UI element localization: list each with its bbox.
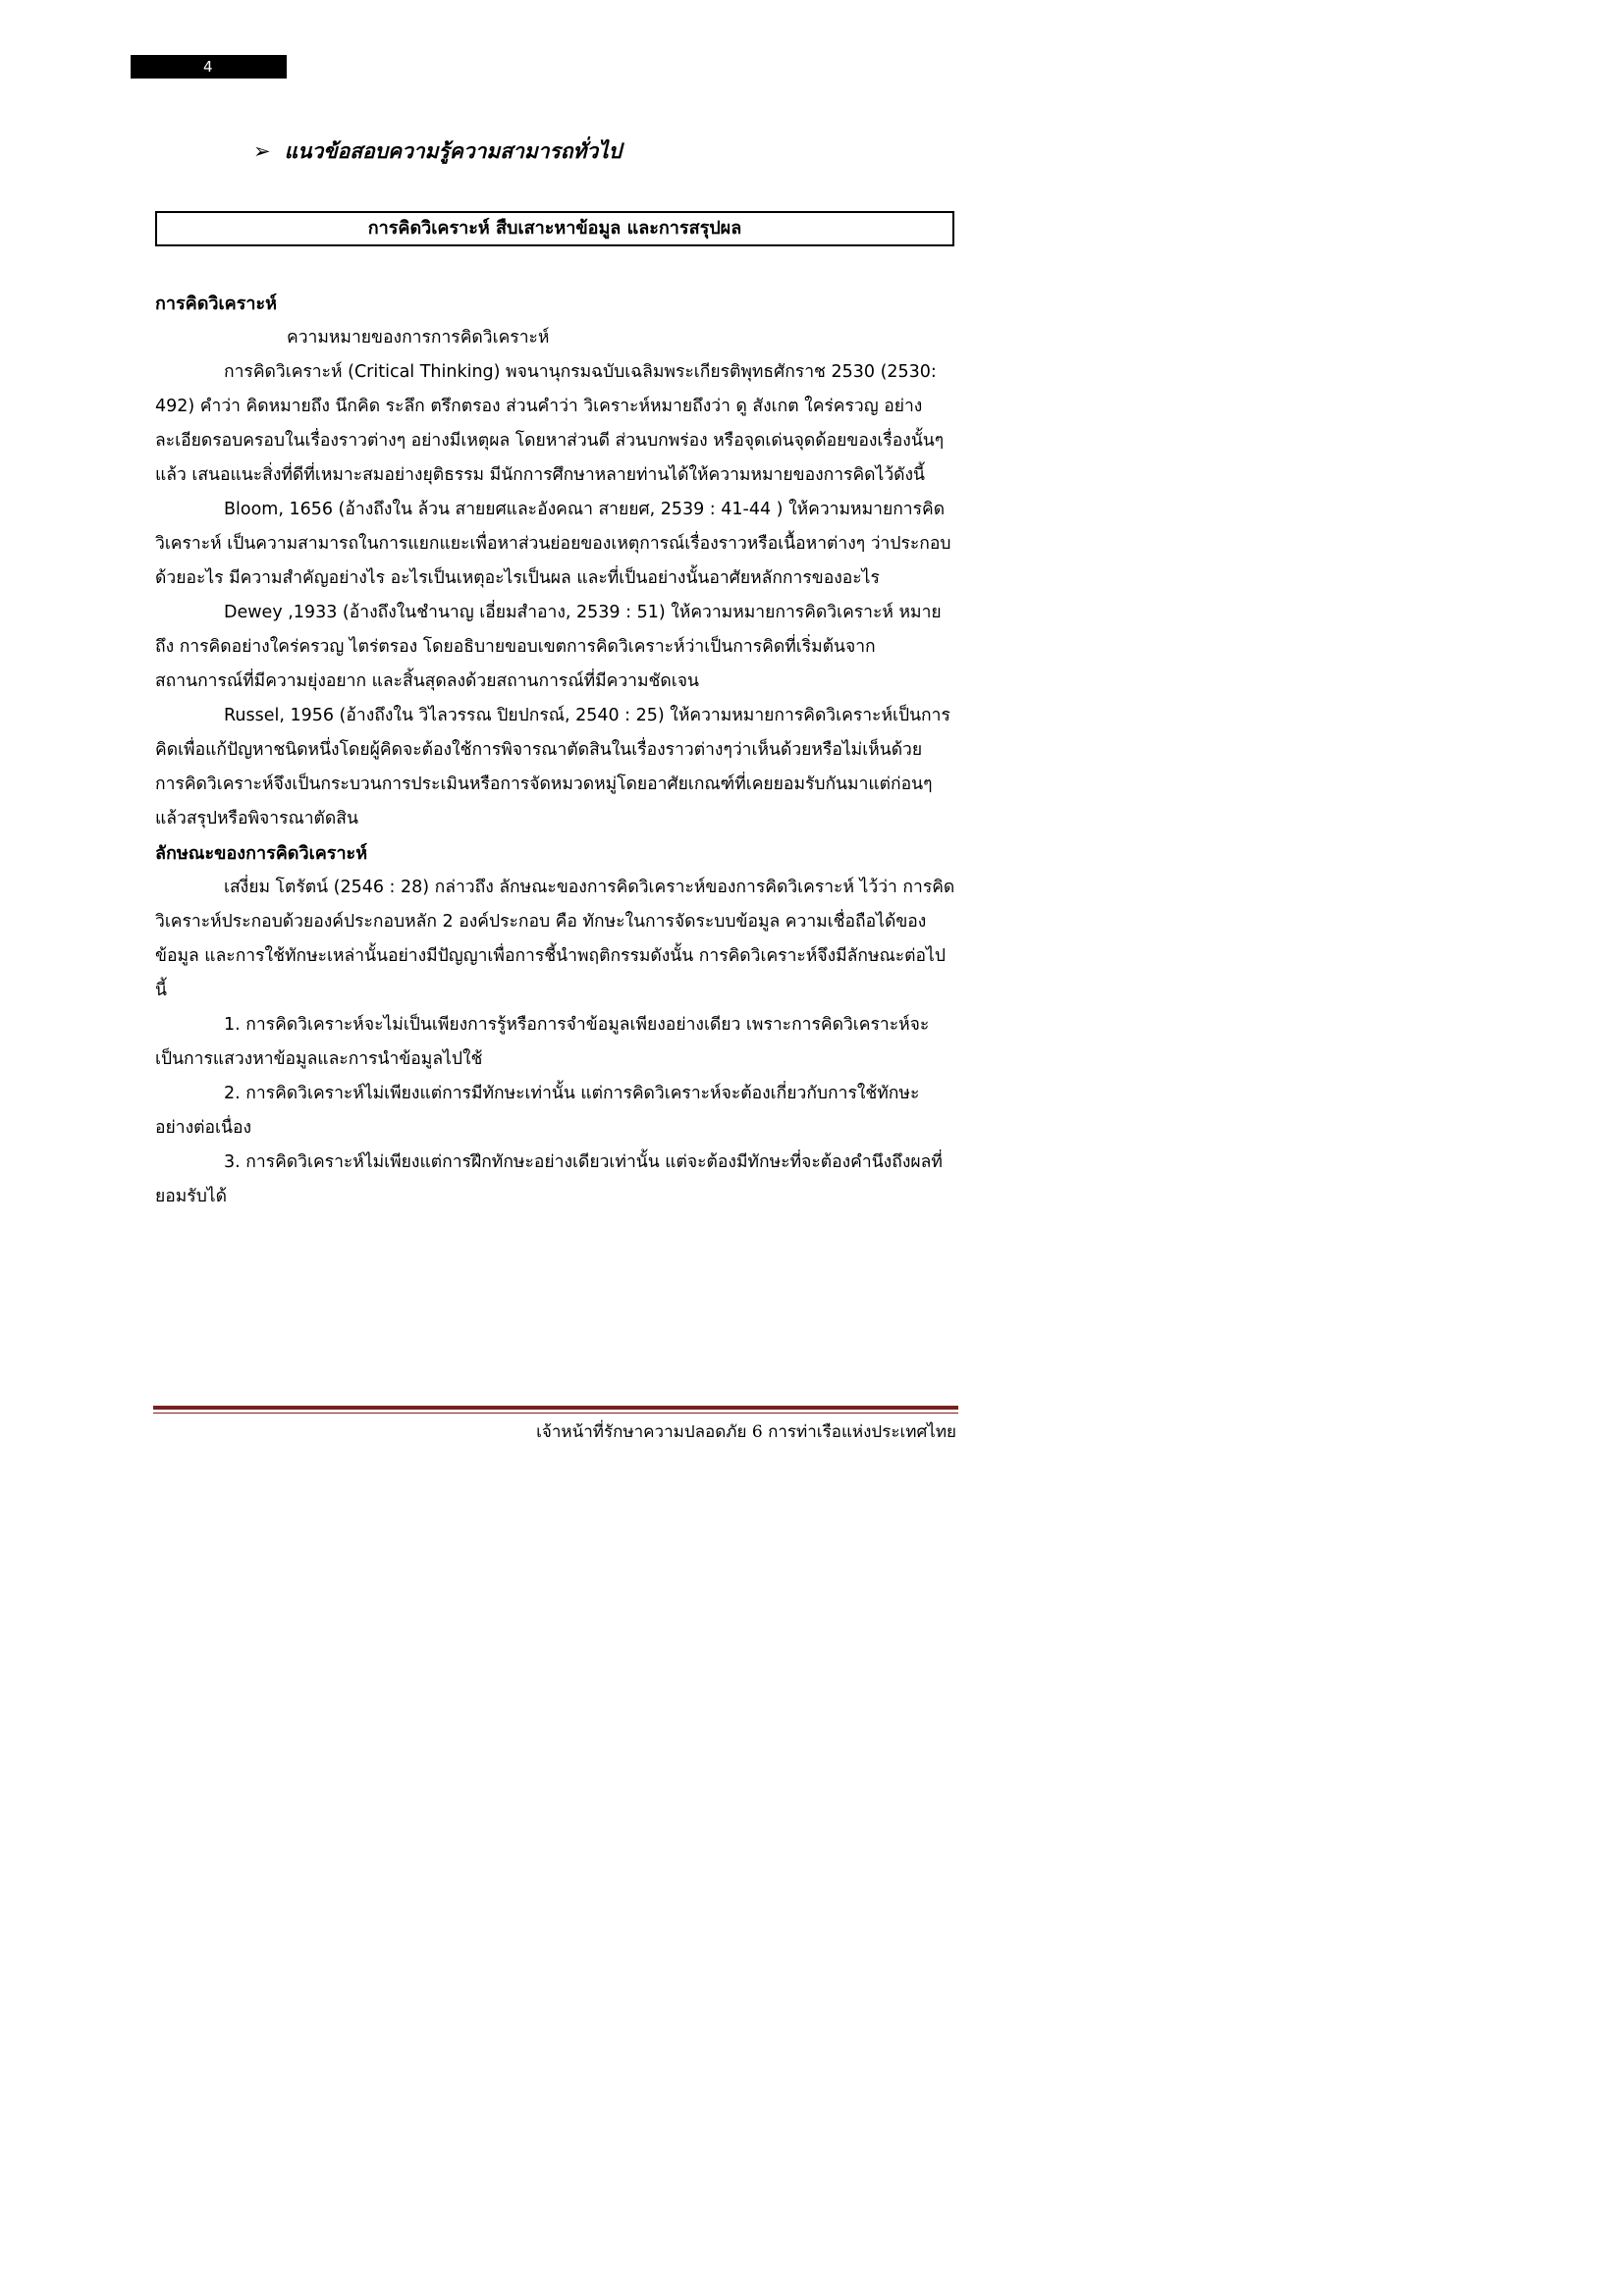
section-title: แนวข้อสอบความรู้ความสามารถทั่วไป	[284, 139, 623, 163]
paragraph-bloom: Bloom, 1656 (อ้างถึงใน ล้วน สายยศและอังคณา สายยศ, 2539 : 41-44 ) ให้ความหมายการคิดวิเคราะห์ เป็นความสามารถในการแยกแยะเพื่อหาส่วนย่อยของเหตุการณ์เรื่องราวหรือเนื้อหาต่างๆ ว่าประกอบด้วยอะไร มีความสำคัญอย่างไร อะไรเป็นเหตุอะไรเป็นผล และที่เป็นอย่างนั้นอาศัยหลักการของอะไร	[155, 500, 951, 588]
footer-rule-thin	[153, 1413, 958, 1414]
topic-title-box: การคิดวิเคราะห์ สืบเสาะหาข้อมูล และการสรุปผล	[155, 211, 954, 246]
page-number: 4	[131, 55, 287, 79]
paragraph-russel: Russel, 1956 (อ้างถึงใน วิไลวรรณ ปิยปกรณ์, 2540 : 25) ให้ความหมายการคิดวิเคราะห์เป็นการคิดเพื่อแก้ปัญหาชนิดหนึ่งโดยผู้คิดจะต้องใช้การพิจารณาตัดสินในเรื่องราวต่างๆว่าเห็นด้วยหรือไม่เห็นด้วย การคิดวิเคราะห์จึงเป็นกระบวนการประเมินหรือการจัดหมวดหมู่โดยอาศัยเกณฑ์ที่เคยยอมรับกันมาแต่ก่อนๆ แล้วสรุปหรือพิจารณาตัดสิน	[155, 706, 950, 828]
paragraph-characteristics: เสงี่ยม โตรัตน์ (2546 : 28) กล่าวถึง ลักษณะของการคิดวิเคราะห์ของการคิดวิเคราะห์ ไว้ว่า การคิดวิเคราะห์ประกอบด้วยองค์ประกอบหลัก 2 องค์ประกอบ คือ ทักษะในการจัดระบบข้อมูล ความเชื่อถือได้ของข้อมูล และการใช้ทักษะเหล่านั้นอย่างมีปัญญาเพื่อการชี้นำพฤติกรรมดังนั้น การคิดวิเคราะห์จึงมีลักษณะต่อไปนี้	[155, 878, 955, 1000]
paragraph-1: การคิดวิเคราะห์ (Critical Thinking) พจนานุกรมฉบับเฉลิมพระเกียรติพุทธศักราช 2530 (2530: 492) คำว่า คิดหมายถึง นึกคิด ระลึก ตรึกตรอง ส่วนคำว่า วิเคราะห์หมายถึงว่า ดู สังเกต ใคร่ครวญ อย่างละเอียดรอบครอบในเรื่องราวต่างๆ อย่างมีเหตุผล โดยหาส่วนดี ส่วนบกพร่อง หรือจุดเด่นจุดด้อยของเรื่องนั้นๆ แล้ว เสนอแนะสิ่งที่ดีที่เหมาะสมอย่างยุติธรรม มีนักการศึกษาหลายท่านได้ให้ความหมายของการคิดไว้ดังนี้	[155, 362, 945, 485]
list-item-3: 3. การคิดวิเคราะห์ไม่เพียงแต่การฝึกทักษะอย่างเดียวเท่านั้น แต่จะต้องมีทักษะที่จะต้องคำนึงถึงผลที่ยอมรับได้	[155, 1152, 943, 1206]
footer-text: เจ้าหน้าที่รักษาความปลอดภัย 6 การท่าเรือแห่งประเทศไทย	[536, 1422, 956, 1442]
heading-critical-thinking: การคิดวิเคราะห์	[155, 294, 278, 314]
list-item-2: 2. การคิดวิเคราะห์ไม่เพียงแต่การมีทักษะเท่านั้น แต่การคิดวิเคราะห์จะต้องเกี่ยวกับการใช้ทักษะอย่างต่อเนื่อง	[155, 1084, 920, 1138]
list-item-1: 1. การคิดวิเคราะห์จะไม่เป็นเพียงการรู้หรือการจำข้อมูลเพียงอย่างเดียว เพราะการคิดวิเคราะห์จะเป็นการแสวงหาข้อมูลและการนำข้อมูลไปใช้	[155, 1015, 930, 1069]
section-title-line	[253, 135, 622, 168]
paragraph-dewey: Dewey ,1933 (อ้างถึงในชำนาญ เอี่ยมสำอาง, 2539 : 51) ให้ความหมายการคิดวิเคราะห์ หมายถึง การคิดอย่างใคร่ครวญ ไตร่ตรอง โดยอธิบายขอบเขตการคิดวิเคราะห์ว่าเป็นการคิดที่เริ่มต้นจากสถานการณ์ที่มีความยุ่งอยาก และสิ้นสุดลงด้วยสถานการณ์ที่มีความชัดเจน	[155, 603, 942, 691]
body-section-1	[155, 287, 956, 1214]
heading-characteristics: ลักษณะของการคิดวิเคราะห์	[155, 843, 368, 864]
arrow-bullet-icon: ➢	[253, 139, 271, 163]
footer-rule	[153, 1406, 958, 1410]
subheading-definition: ความหมายของการการคิดวิเคราะห์	[287, 328, 550, 347]
